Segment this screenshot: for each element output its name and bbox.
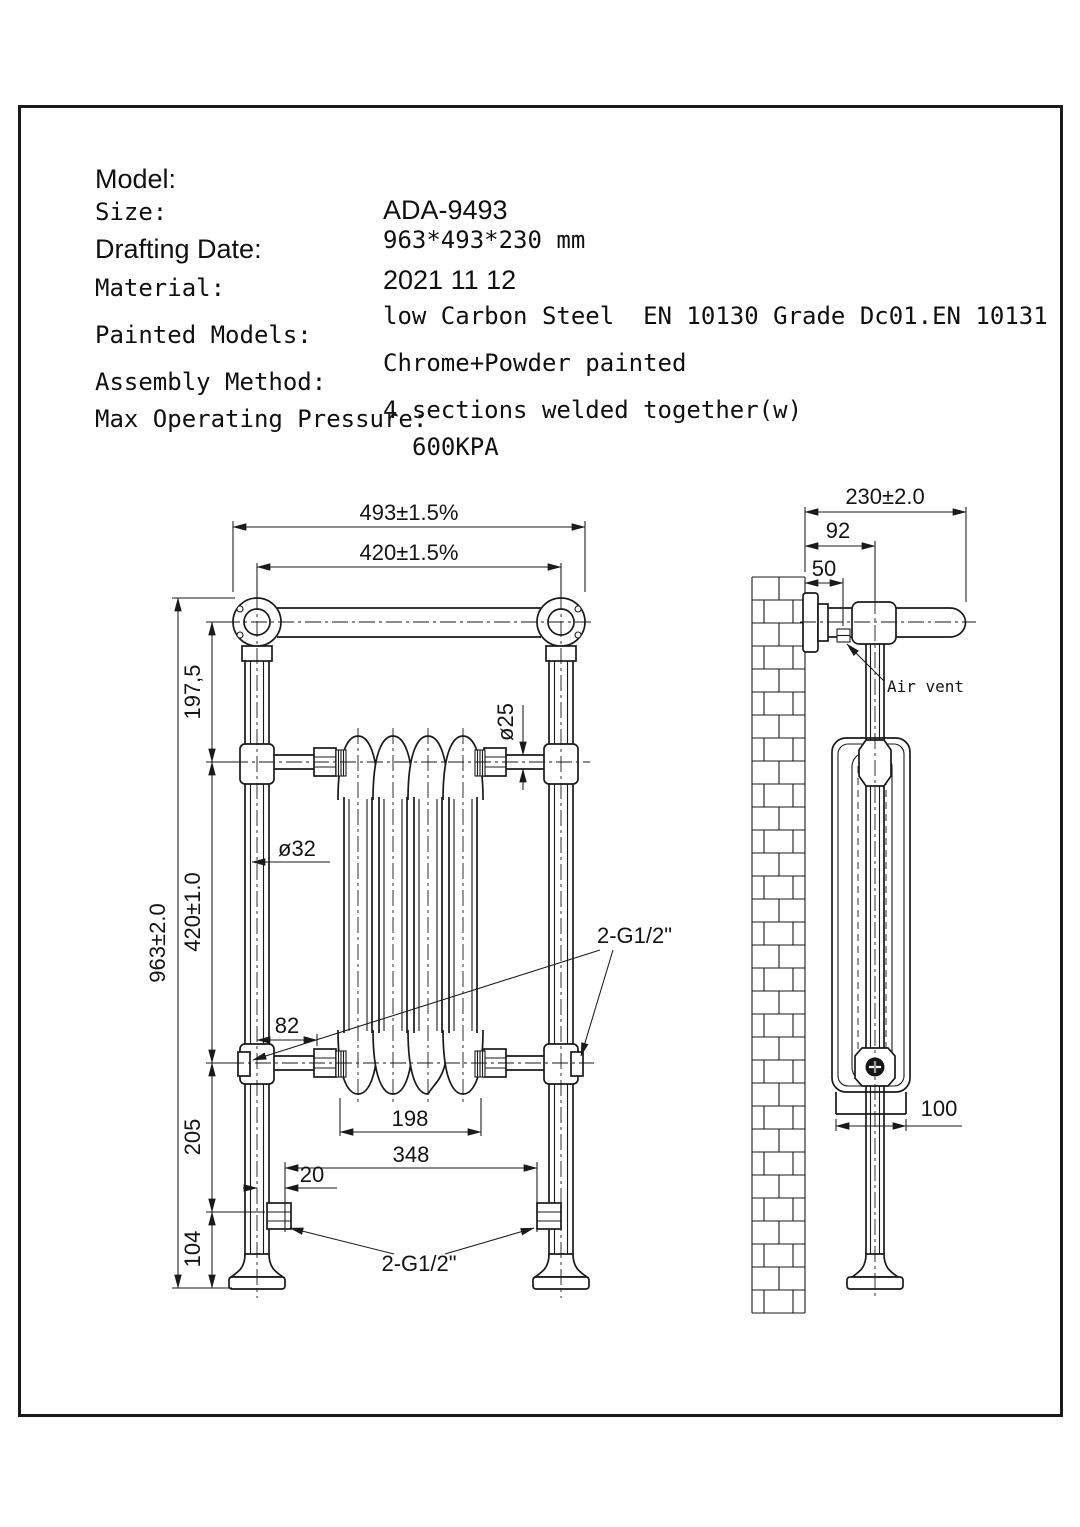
label-bottom-connections: 2-G1/2" (381, 1251, 457, 1276)
radiator-core (338, 736, 483, 1094)
dim-width-rails: 420±1.5% (359, 540, 459, 565)
dim-depth-overall: 230±2.0 (845, 484, 925, 509)
dim-radiator-depth: 100 (920, 1096, 958, 1121)
drafting-date-label: Drafting Date: (95, 234, 262, 264)
dim-radiator-width: 198 (391, 1106, 429, 1131)
dim-wall-to-vent: 50 (811, 556, 837, 581)
size-label: Size: (95, 198, 168, 226)
material-label: Material: (95, 274, 226, 302)
dim-rail-spacing: 420±1.0 (180, 872, 205, 952)
dim-crossbar-diameter: ø25 (493, 703, 518, 741)
pressure-label: Max Operating Pressure: (95, 405, 428, 433)
left-side-connection (238, 1052, 250, 1076)
model-label: Model: (95, 164, 177, 194)
pressure-value: 600KPA (412, 433, 499, 461)
front-view (224, 594, 594, 1298)
dim-height-overall: 963±2.0 (145, 903, 170, 983)
model-value: ADA-9493 (383, 195, 508, 225)
dim-connection-offset: 20 (299, 1162, 325, 1187)
dim-top-offset: 197,5 (180, 664, 205, 720)
painted-models-value: Chrome+Powder painted (383, 349, 687, 377)
bottom-connection-right (537, 1203, 561, 1229)
dim-pipe-diameter: ø32 (278, 836, 316, 861)
assembly-method-value: 4 sections welded together(w) (383, 396, 803, 424)
label-side-connections: 2-G1/2" (597, 923, 673, 948)
dim-bottom-section: 205 (180, 1118, 205, 1156)
dim-foot-height: 104 (180, 1230, 205, 1268)
label-air-vent: Air vent (887, 677, 965, 696)
assembly-method-label: Assembly Method: (95, 368, 327, 396)
drafting-date-value: 2021 11 12 (383, 265, 517, 295)
wall-plate (803, 593, 818, 652)
brick-wall (752, 577, 805, 1313)
size-value: 963*493*230 mm (383, 226, 586, 254)
dim-bottom-connections: 348 (392, 1142, 430, 1167)
dim-wall-to-pipe: 92 (825, 518, 851, 543)
material-value: low Carbon Steel EN 10130 Grade Dc01.EN 10131 (383, 302, 1048, 330)
painted-models-label: Painted Models: (95, 321, 312, 349)
towel-bar (277, 608, 541, 637)
bottom-connection-left (267, 1203, 291, 1229)
dim-width-overall: 493±1.5% (359, 500, 459, 525)
dim-radiator-offset: 82 (274, 1013, 300, 1038)
